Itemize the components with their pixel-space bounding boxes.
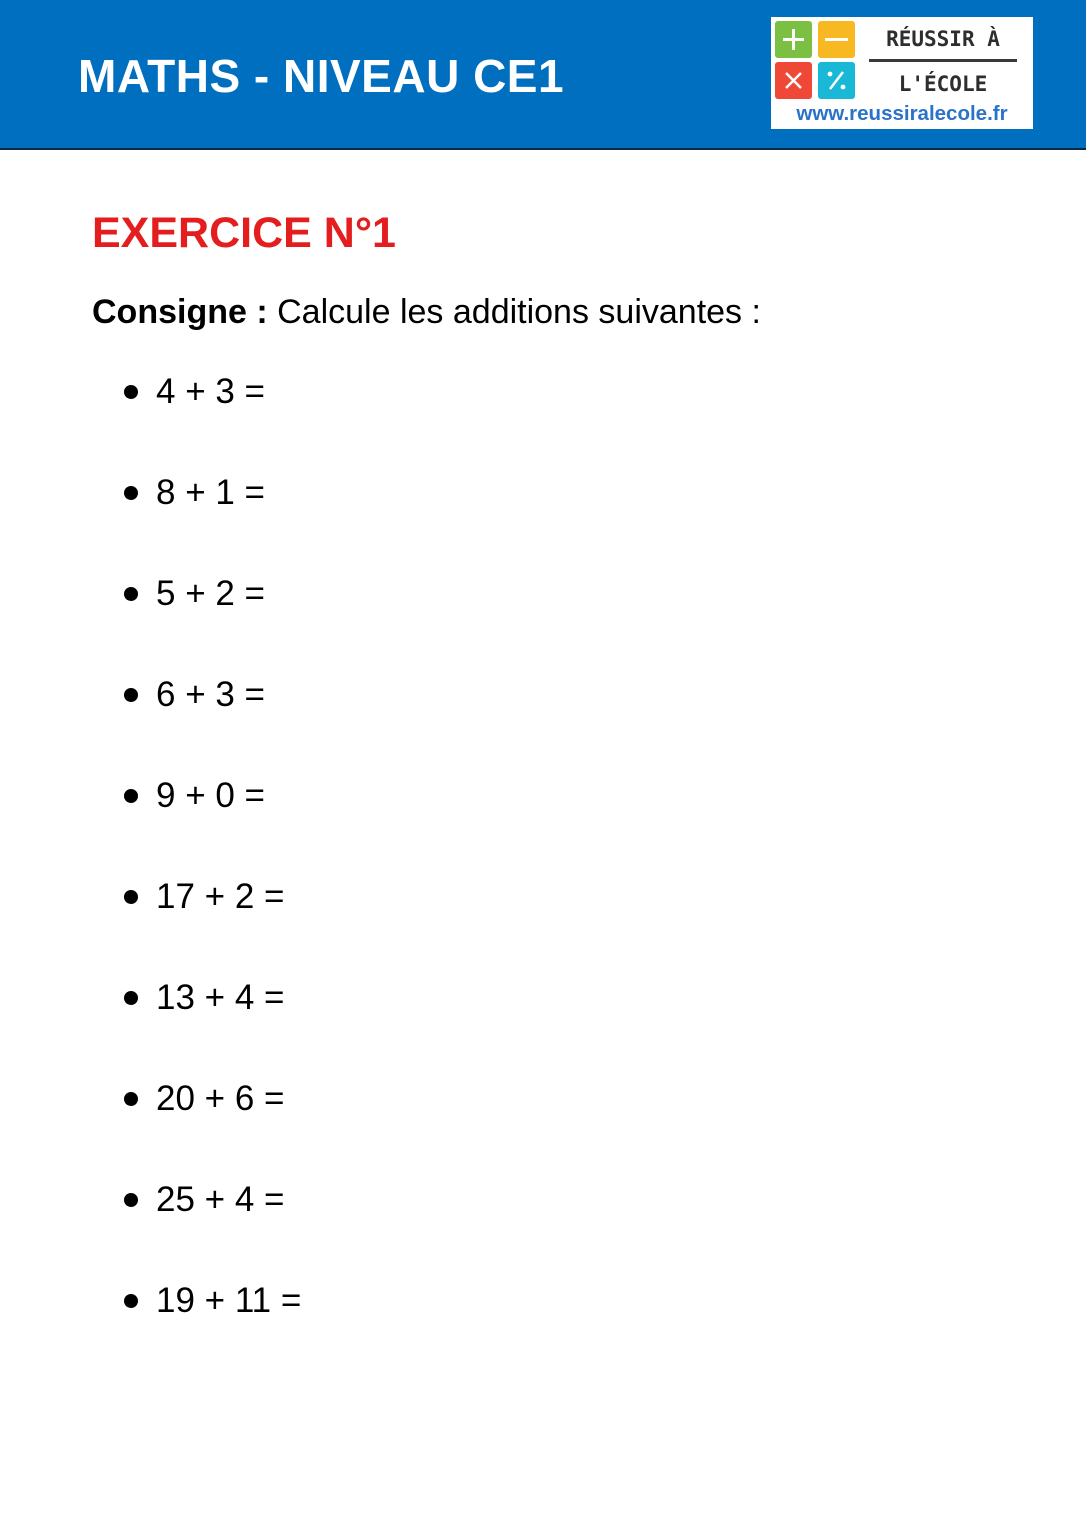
addition-expression: 13 + 4 = xyxy=(156,978,285,1017)
bullet-icon xyxy=(124,688,138,702)
bullet-icon xyxy=(124,486,138,500)
bullet-icon xyxy=(124,385,138,399)
addition-expression: 6 + 3 = xyxy=(156,675,265,714)
addition-expression: 17 + 2 = xyxy=(156,877,285,916)
bullet-icon xyxy=(124,587,138,601)
bullet-icon xyxy=(124,789,138,803)
instruction-text: Calcule les additions suivantes : xyxy=(277,293,761,331)
page-header xyxy=(0,0,1086,150)
site-logo xyxy=(771,17,1033,129)
bullet-icon xyxy=(124,1294,138,1308)
addition-expression: 20 + 6 = xyxy=(156,1079,285,1118)
percent-icon xyxy=(818,62,855,99)
addition-expression: 19 + 11 = xyxy=(156,1281,302,1320)
plus-icon xyxy=(775,21,812,58)
addition-expression: 8 + 1 = xyxy=(156,473,265,512)
logo-url: www.reussiralecole.fr xyxy=(796,102,1008,125)
addition-expression: 4 + 3 = xyxy=(156,372,265,411)
bullet-icon xyxy=(124,890,138,904)
bullet-icon xyxy=(124,991,138,1005)
times-icon xyxy=(775,62,812,99)
instruction-label: Consigne : xyxy=(92,293,268,331)
header-title: MATHS - NIVEAU CE1 xyxy=(78,50,565,102)
addition-expression: 9 + 0 = xyxy=(156,776,265,815)
bullet-icon xyxy=(124,1092,138,1106)
logo-text-line1: RÉUSSIR À xyxy=(886,27,1000,51)
addition-expression: 25 + 4 = xyxy=(156,1180,285,1219)
minus-icon xyxy=(818,21,855,58)
logo-divider xyxy=(869,59,1017,62)
logo-text-line2: L'ÉCOLE xyxy=(898,72,988,96)
exercise-title: EXERCICE N°1 xyxy=(92,209,396,257)
addition-expression: 5 + 2 = xyxy=(156,574,265,613)
instruction xyxy=(92,292,761,332)
bullet-icon xyxy=(124,1193,138,1207)
